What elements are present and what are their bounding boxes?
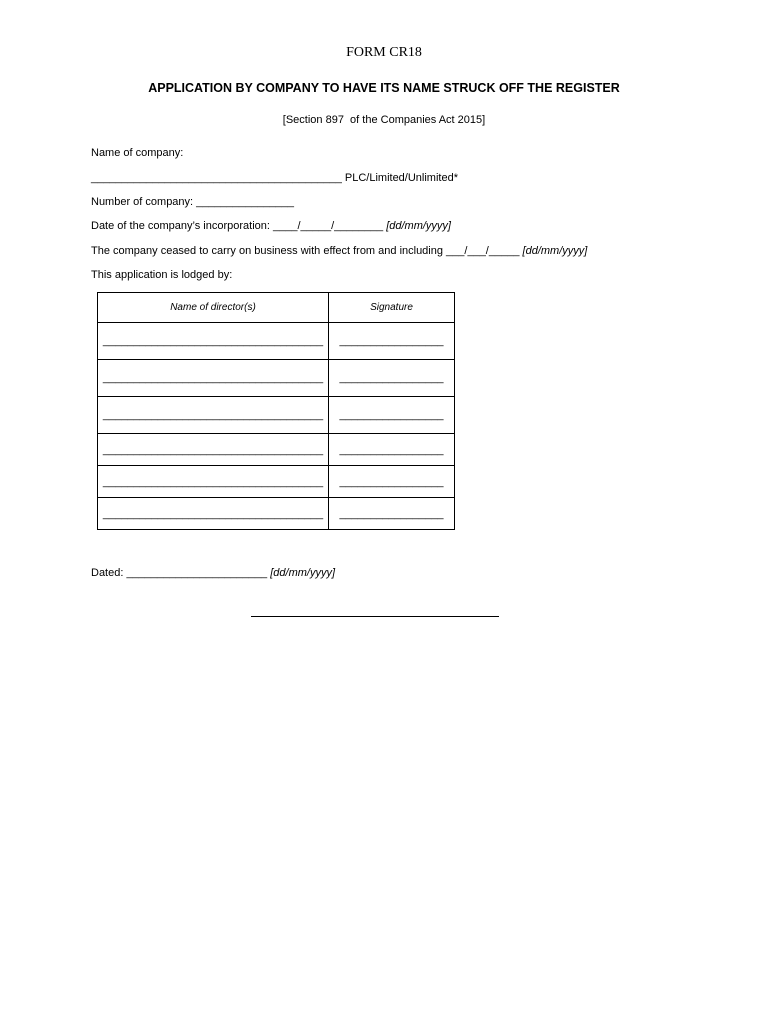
signature-field[interactable]: _________________ — [329, 498, 455, 530]
ceased-date-format: [dd/mm/yyyy] — [519, 245, 588, 257]
signature-field[interactable]: _________________ — [329, 323, 455, 360]
table-header-row — [98, 293, 455, 323]
director-name-field[interactable]: ____________________________________ — [98, 434, 329, 466]
directors-table — [97, 292, 455, 530]
signature-field[interactable]: _________________ — [329, 466, 455, 498]
final-signature-line[interactable] — [251, 604, 499, 617]
company-number-label: Number of company: — [91, 196, 197, 208]
signature-header: Signature — [329, 293, 455, 323]
incorporation-date-line — [91, 220, 451, 232]
dated-format: [dd/mm/yyyy] — [267, 567, 336, 579]
table-row — [98, 323, 455, 360]
incorporation-date-label: Date of the company’s incorporation: — [91, 220, 274, 232]
company-number-field[interactable]: ________________ — [196, 196, 295, 208]
dated-line — [91, 567, 335, 579]
table-row — [98, 434, 455, 466]
signature-field[interactable]: _________________ — [329, 360, 455, 397]
table-row — [98, 397, 455, 434]
director-name-header: Name of director(s) — [98, 293, 329, 323]
dated-field[interactable]: _______________________ — [126, 567, 268, 579]
director-name-field[interactable]: ____________________________________ — [98, 397, 329, 434]
table-row — [98, 360, 455, 397]
signature-field[interactable]: _________________ — [329, 397, 455, 434]
ceased-date-line — [91, 245, 587, 257]
company-name-line — [91, 172, 458, 184]
form-title: APPLICATION BY COMPANY TO HAVE ITS NAME STRUCK OFF THE REGISTER — [148, 81, 620, 95]
company-type-options: PLC/Limited/Unlimited* — [341, 172, 458, 184]
dated-label: Dated: — [91, 567, 127, 579]
director-name-field[interactable]: ____________________________________ — [98, 360, 329, 397]
ceased-date-label: The company ceased to carry on business with effect from and including — [91, 245, 447, 257]
incorporation-date-field[interactable]: ____/_____/________ — [273, 220, 384, 232]
incorporation-date-format: [dd/mm/yyyy] — [383, 220, 451, 232]
table-row — [98, 498, 455, 530]
form-code: FORM CR18 — [346, 45, 422, 60]
director-name-field[interactable]: ____________________________________ — [98, 466, 329, 498]
ceased-date-field[interactable]: ___/___/_____ — [446, 245, 520, 257]
director-name-field[interactable]: ____________________________________ — [98, 323, 329, 360]
company-name-label: Name of company: — [91, 147, 184, 159]
company-name-field[interactable]: _________________________________________ — [91, 172, 342, 184]
legal-reference: [Section 897 of the Companies Act 2015] — [282, 114, 486, 126]
lodged-by-label: This application is lodged by: — [91, 269, 233, 281]
signature-field[interactable]: _________________ — [329, 434, 455, 466]
table-row — [98, 466, 455, 498]
director-name-field[interactable]: ____________________________________ — [98, 498, 329, 530]
company-number-line — [91, 196, 294, 208]
